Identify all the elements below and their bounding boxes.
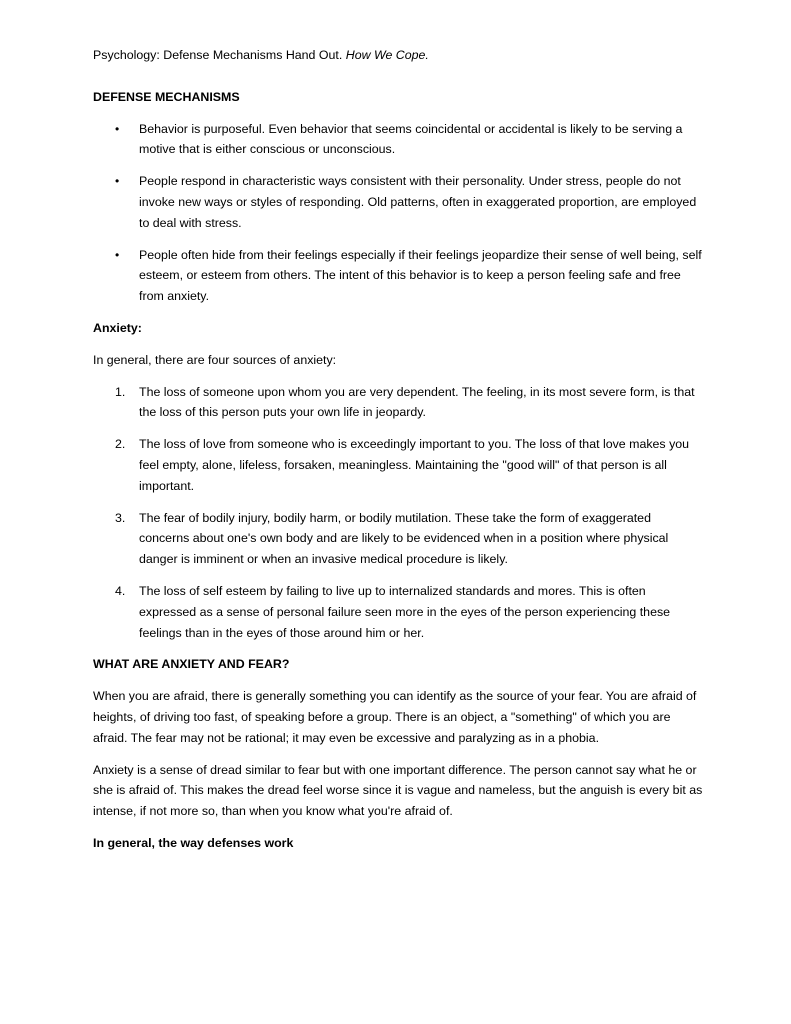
bullet-icon: • (115, 247, 120, 262)
document-header (93, 45, 703, 66)
defense-mechanisms-heading: DEFENSE MECHANISMS (93, 89, 240, 104)
item-text: The loss of self esteem by failing to live up to internalized standards and mores. This is often expressed as a sense of personal failure seen more in the eyes of the person experiencing these feelings than in the eyes of those around him or her. (139, 583, 671, 640)
numbered-item (93, 508, 703, 570)
bullet-icon: • (115, 121, 120, 136)
bullet-item (93, 245, 703, 307)
bullet-text: People often hide from their feelings especially if their feelings jeopardize their sense of well being, self esteem, or esteem from others. The intent of this behavior is to keep a person feeling safe and free from anxiety. (139, 247, 702, 304)
bullet-text: People respond in characteristic ways consistent with their personality. Under stress, people do not invoke new ways or styles of responding. Old patterns, often in exaggerated proportion, are employed to deal with stress. (139, 174, 697, 230)
anxiety-fear-heading: WHAT ARE ANXIETY AND FEAR? (93, 657, 290, 672)
bullet-item (93, 171, 703, 233)
item-text: The loss of love from someone who is exceedingly important to you. The loss of that love makes you feel empty, alone, lifeless, forsaken, meaningless. Maintaining the "good will" of that person is all important. (139, 437, 690, 493)
numbered-item (93, 581, 703, 643)
header-subtitle: How We Cope. (345, 48, 429, 62)
bullet-item (93, 119, 703, 161)
item-number: 1. (115, 384, 126, 399)
anxiety-heading: Anxiety: (93, 320, 142, 335)
item-text: The loss of someone upon whom you are very dependent. The feeling, in its most severe form, is that the loss of this person puts your own life in jeopardy. (139, 384, 695, 420)
anxiety-intro: In general, there are four sources of anxiety: (93, 352, 337, 367)
item-number: 4. (115, 583, 126, 598)
item-number: 3. (115, 510, 126, 525)
header-prefix: Psychology: Defense Mechanisms Hand Out. (93, 48, 346, 62)
defenses-work-heading: In general, the way defenses work (93, 835, 294, 850)
paragraph: Anxiety is a sense of dread similar to fear but with one important difference. The person cannot say what he or she is afraid of. This makes the dread feel worse since it is vague and nameless, but the anguish is every bit as intense, if not more so, than when you know what you're afraid of. (93, 762, 703, 819)
item-text: The fear of bodily injury, bodily harm, or bodily mutilation. These take the form of exaggerated concerns about one's own body and are likely to be evidenced when in a position where physical danger is imminent or when an invasive medical procedure is likely. (139, 510, 669, 567)
anxiety-sources-list (93, 382, 703, 644)
paragraph: When you are afraid, there is generally something you can identify as the source of your fear. You are afraid of heights, of driving too fast, of speaking before a group. There is an object, a "something" of which you are afraid. The fear may not be rational; it may even be excessive and paralyzing as in a phobia. (93, 689, 697, 745)
document-page (93, 45, 703, 865)
bullet-icon: • (115, 174, 120, 189)
item-number: 2. (115, 437, 126, 452)
numbered-item (93, 434, 703, 496)
bullet-text: Behavior is purposeful. Even behavior that seems coincidental or accidental is likely to be serving a motive that is either conscious or unconscious. (139, 121, 683, 157)
defense-mechanisms-bullet-list (93, 119, 703, 307)
numbered-item (93, 382, 703, 424)
